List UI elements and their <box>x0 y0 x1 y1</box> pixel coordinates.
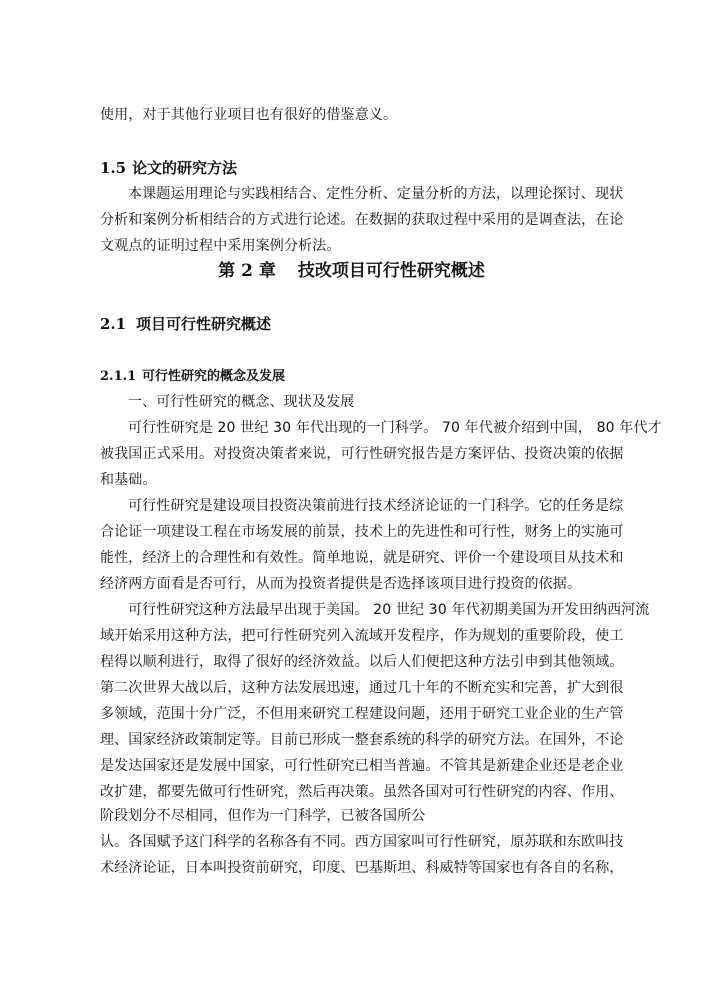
paragraph-line: 程得以顺利进行，取得了很好的经济效益。以后人们便把这种方法引申到其他领域。 <box>100 654 624 670</box>
paragraph-line: 合论证一项建设工程在市场发展的前景，技术上的先进性和可行性，财务上的实施可 <box>100 524 624 540</box>
paragraph-line: 使用，对于其他行业项目也有很好的借鉴意义。 <box>100 107 398 123</box>
section-title: 项目可行性研究概述 <box>136 315 272 333</box>
paragraph-line: 是发达国家还是发展中国家，可行性研究已相当普遍。不管其是新建企业还是老企业 <box>100 758 624 774</box>
chapter-label: 第 2 章 <box>218 261 276 281</box>
paragraph-line: 术经济论证，日本叫投资前研究，印度、巴基斯坦、科威特等国家也有各自的名称， <box>100 860 624 876</box>
paragraph-line: 第二次世界大战以后，这种方法发展迅速，通过几十年的不断充实和完善，扩大到很 <box>100 680 624 696</box>
paragraph-line: 可行性研究是建设项目投资决策前进行技术经济论证的一门科学。它的任务是综 <box>128 498 624 514</box>
paragraph-line: 分析和案例分析相结合的方式进行论述。在数据的获取过程中采用的是调查法，在论 <box>100 212 624 228</box>
paragraph-line: 能性，经济上的合理性和有效性。简单地说，就是研究、评价一个建设项目从技术和 <box>100 550 624 566</box>
paragraph-line: 文观点的证明过程中采用案例分析法。 <box>100 238 341 254</box>
paragraph-line: 理、国家经济政策制定等。目前已形成一整套系统的科学的研究方法。在国外，不论 <box>100 732 624 748</box>
section-number: 1.5 <box>100 159 127 177</box>
paragraph-line: 认。各国赋予这门科学的名称各有不同。西方国家叫可行性研究，原苏联和东欧叫技 <box>100 834 624 850</box>
paragraph-line: 改扩建，都要先做可行性研究，然后再决策。虽然各国对可行性研究的内容、作用、 <box>100 784 624 800</box>
paragraph-line: 被我国正式采用。对投资决策者来说，可行性研究报告是方案评估、投资决策的依据 <box>100 446 624 462</box>
paragraph-line: 经济两方面看是否可行，从而为投资者提供是否选择该项目进行投资的依据。 <box>100 576 582 592</box>
section-title: 论文的研究方法 <box>132 159 238 177</box>
subsection-title: 可行性研究的概念及发展 <box>142 369 286 384</box>
section-heading-2-1 <box>100 314 271 334</box>
chapter-heading <box>0 259 703 283</box>
section-heading-1-5 <box>100 158 237 178</box>
paragraph-line: 本课题运用理论与实践相结合、定性分析、定量分析的方法，以理论探讨、现状 <box>128 186 624 202</box>
paragraph-line: 多领域，范围十分广泛，不但用来研究工程建设问题，还用于研究工业企业的生产管 <box>100 706 624 722</box>
section-number: 2.1 <box>100 315 127 333</box>
paragraph-line: 可行性研究是 20 世纪 30 年代出现的一门科学。 70 年代被介绍到中国， 80 年代才 <box>128 420 662 436</box>
subsection-number: 2.1.1 <box>100 369 137 384</box>
paragraph-line: 和基础。 <box>100 472 157 488</box>
paragraph-line: 域开始采用这种方法，把可行性研究列入流域开发程序，作为规划的重要阶段，使工 <box>100 628 624 644</box>
sub-subheading: 一、可行性研究的概念、现状及发展 <box>128 394 355 410</box>
subsection-heading-2-1-1 <box>100 367 285 387</box>
paragraph-line: 可行性研究这种方法最早出现于美国。 20 世纪 30 年代初期美国为开发田纳西河流 <box>128 602 650 618</box>
paragraph-line: 阶段划分不尽相同，但作为一门科学，已被各国所公 <box>100 808 426 824</box>
chapter-title: 技改项目可行性研究概述 <box>297 261 485 281</box>
